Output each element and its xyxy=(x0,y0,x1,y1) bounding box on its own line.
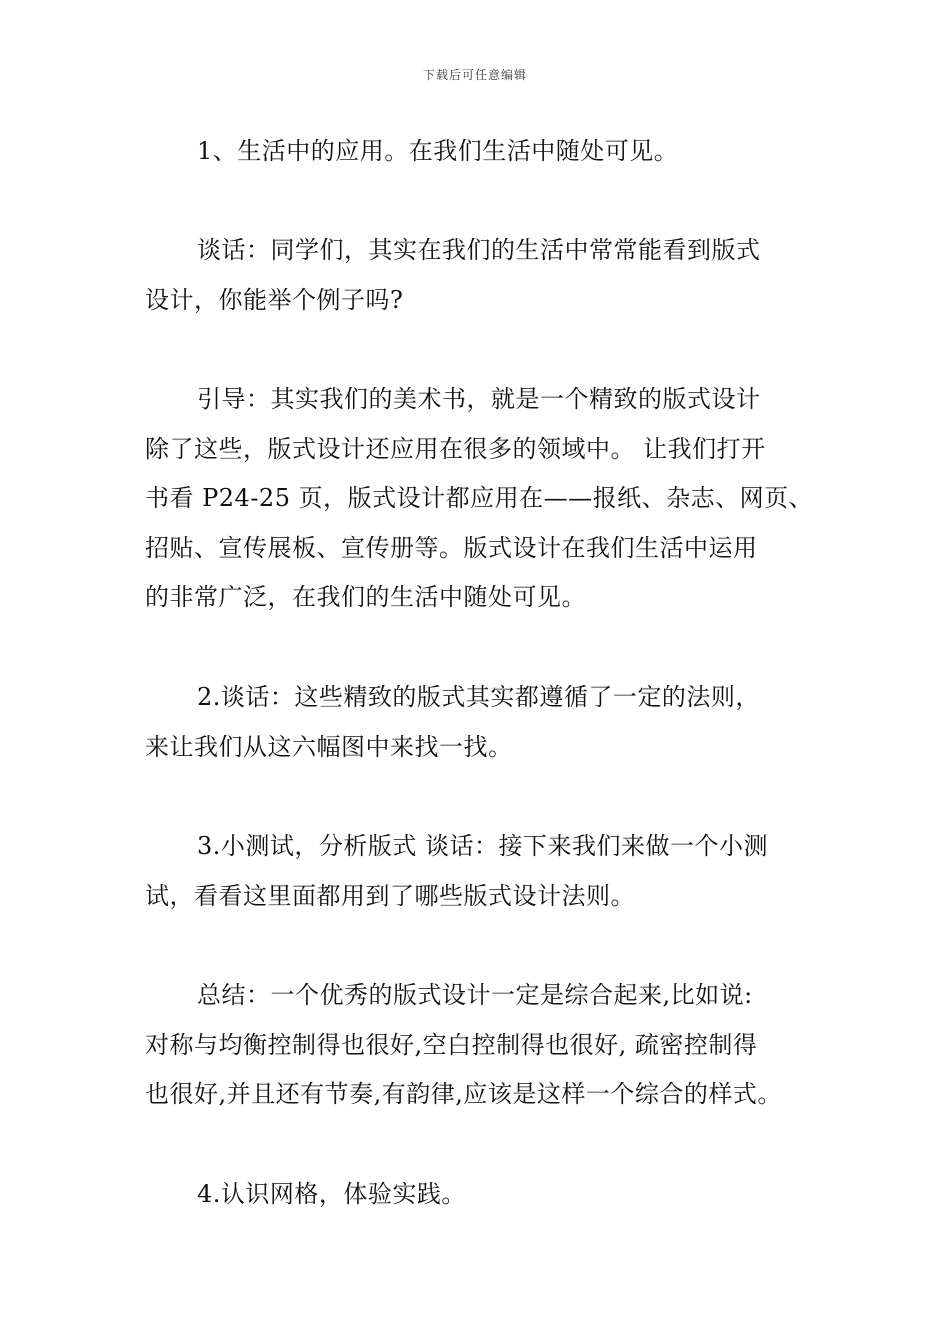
paragraph-line: 的非常广泛，在我们的生活中随处可见。 xyxy=(145,583,586,611)
paragraph-line: 设计，你能举个例子吗? xyxy=(145,285,404,314)
paragraph-line: 来让我们从这六幅图中来找一找。 xyxy=(145,732,513,761)
paragraph-quiz xyxy=(145,822,835,921)
paragraph-line: 书看 P24-25 页，版式设计都应用在——报纸、杂志、网页、 xyxy=(145,484,814,512)
paragraph-line: 引导：其实我们的美术书，就是一个精致的版式设计 xyxy=(197,385,761,413)
paragraph-line: 3.小测试，分析版式 谈话：接下来我们来做一个小测 xyxy=(197,832,769,860)
paragraph-line: 2.谈话：这些精致的版式其实都遵循了一定的法则， xyxy=(197,683,760,711)
paragraph-grid-practice xyxy=(145,1170,835,1220)
paragraph-line: 招贴、宣传展板、宣传册等。版式设计在我们生活中运用 xyxy=(145,533,758,562)
page-header: 下载后可任意编辑 xyxy=(422,68,527,82)
paragraph-line: 对称与均衡控制得也很好,空白控制得也很好, 疏密控制得 xyxy=(145,1030,758,1059)
paragraph-line: 除了这些，版式设计还应用在很多的领域中。 让我们打开 xyxy=(145,434,766,463)
paragraph-line: 4.认识网格，体验实践。 xyxy=(197,1180,466,1208)
paragraph-talk-rules xyxy=(145,673,835,772)
paragraph-line: 试，看看这里面都用到了哪些版式设计法则。 xyxy=(145,881,635,910)
paragraph-guide xyxy=(145,375,835,623)
paragraph-line: 总结：一个优秀的版式设计一定是综合起来,比如说: xyxy=(197,981,753,1009)
paragraph-line: 1、生活中的应用。在我们生活中随处可见。 xyxy=(197,137,679,165)
paragraph-life-application xyxy=(145,127,835,177)
paragraph-line: 也很好,并且还有节奏,有韵律,应该是这样一个综合的样式。 xyxy=(145,1080,782,1108)
paragraph-talk-intro xyxy=(145,226,835,325)
paragraph-line: 谈话：同学们，其实在我们的生活中常常能看到版式 xyxy=(197,236,761,264)
paragraph-summary xyxy=(145,971,835,1120)
